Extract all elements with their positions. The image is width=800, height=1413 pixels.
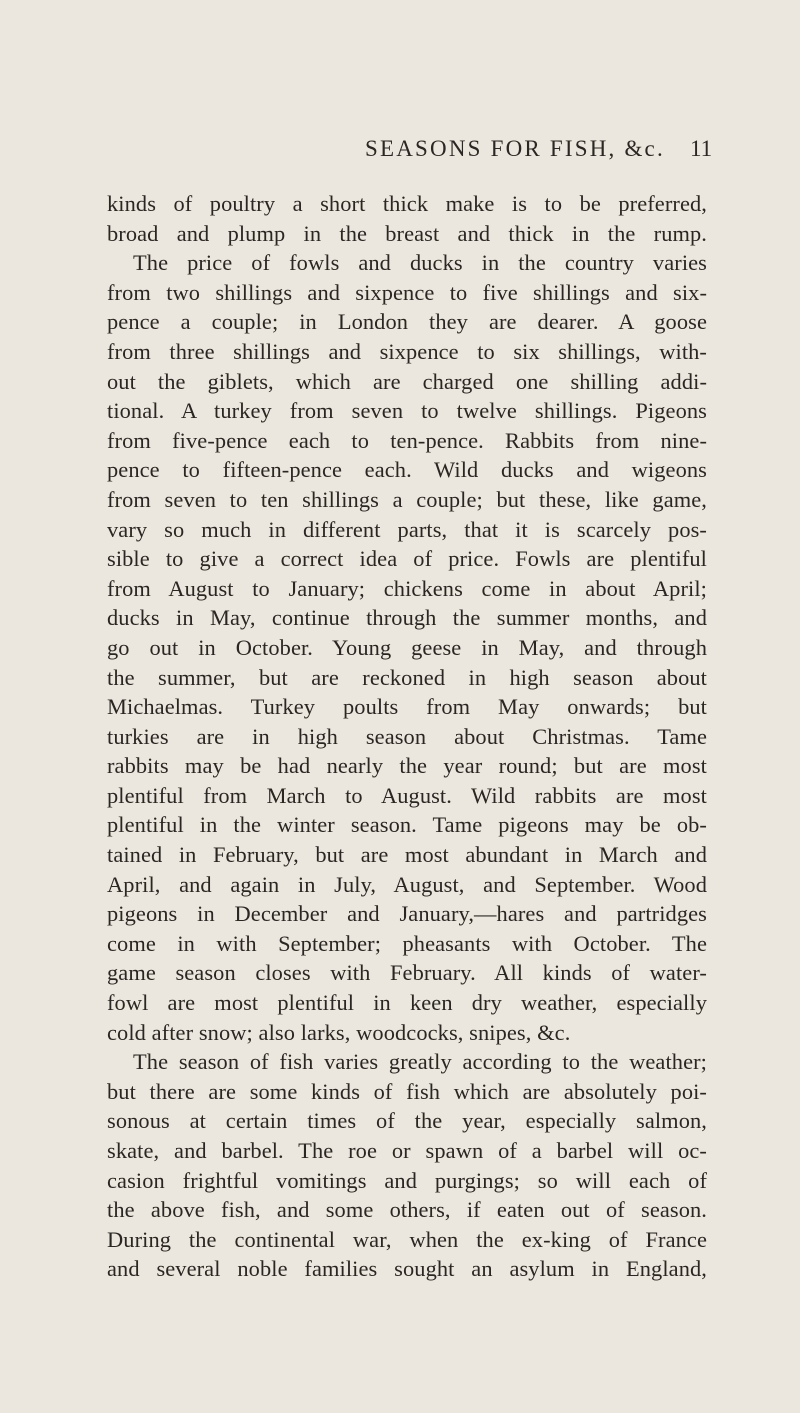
text-line: The season of fish varies greatly according to the weather; xyxy=(133,1049,707,1075)
text-line: sonous at certain times of the year, especially salmon, xyxy=(107,1108,707,1134)
text-line: Michaelmas. Turkey poults from May onwards; but xyxy=(107,694,707,720)
text-line: cold after snow; also larks, woodcocks, snipes, &c. xyxy=(107,1019,571,1045)
text-line: from seven to ten shillings a couple; but these, like game, xyxy=(107,486,707,512)
text-line: tained in February, but are most abundant in March and xyxy=(107,842,707,868)
text-line: from five-pence each to ten-pence. Rabbits from nine- xyxy=(107,427,707,453)
text-line: game season closes with February. All kinds of water- xyxy=(107,960,707,986)
page-number: 11 xyxy=(690,136,713,161)
text-line: come in with September; pheasants with October. The xyxy=(107,930,707,956)
text-line: the summer, but are reckoned in high season about xyxy=(107,664,707,690)
text-line: The price of fowls and ducks in the country varies xyxy=(133,250,707,276)
text-line: casion frightful vomitings and purgings; so will each of xyxy=(107,1167,707,1193)
text-line: out the giblets, which are charged one shilling addi- xyxy=(107,368,707,394)
text-line: vary so much in different parts, that it is scarcely pos- xyxy=(107,516,707,542)
text-line: go out in October. Young geese in May, and through xyxy=(107,634,707,660)
text-line: and several noble families sought an asylum in England, xyxy=(107,1256,707,1282)
text-line: plentiful in the winter season. Tame pigeons may be ob- xyxy=(107,812,707,838)
text-line: but there are some kinds of fish which are absolutely poi- xyxy=(107,1078,707,1104)
body-text xyxy=(107,189,707,1284)
text-line: fowl are most plentiful in keen dry weather, especially xyxy=(107,990,707,1016)
text-line: skate, and barbel. The roe or spawn of a barbel will oc- xyxy=(107,1138,707,1163)
text-line: from two shillings and sixpence to five shillings and six- xyxy=(107,279,707,305)
text-line: tional. A turkey from seven to twelve shillings. Pigeons xyxy=(107,398,707,424)
running-head-title: SEASONS FOR FISH, &c. xyxy=(365,136,665,161)
text-line: from three shillings and sixpence to six shillings, with- xyxy=(107,338,707,364)
text-line: ducks in May, continue through the summer months, and xyxy=(107,605,707,631)
text-line: from August to January; chickens come in about April; xyxy=(107,575,707,601)
running-head xyxy=(0,136,800,176)
text-line: turkies are in high season about Christmas. Tame xyxy=(107,723,707,749)
text-line: pence a couple; in London they are dearer. A goose xyxy=(107,309,707,335)
text-line: During the continental war, when the ex-king of France xyxy=(107,1226,707,1252)
text-line: broad and plump in the breast and thick in the rump. xyxy=(107,220,707,246)
text-line: April, and again in July, August, and September. Wood xyxy=(107,871,707,897)
text-line: pence to fifteen-pence each. Wild ducks and wigeons xyxy=(107,457,707,483)
text-line: rabbits may be had nearly the year round; but are most xyxy=(107,753,707,779)
text-line: plentiful from March to August. Wild rabbits are most xyxy=(107,782,707,808)
text-line: the above fish, and some others, if eaten out of season. xyxy=(107,1197,707,1223)
text-line: pigeons in December and January,—hares and partridges xyxy=(107,901,707,927)
text-line: kinds of poultry a short thick make is to be preferred, xyxy=(107,191,707,216)
text-line: sible to give a correct idea of price. Fowls are plentiful xyxy=(107,546,707,572)
